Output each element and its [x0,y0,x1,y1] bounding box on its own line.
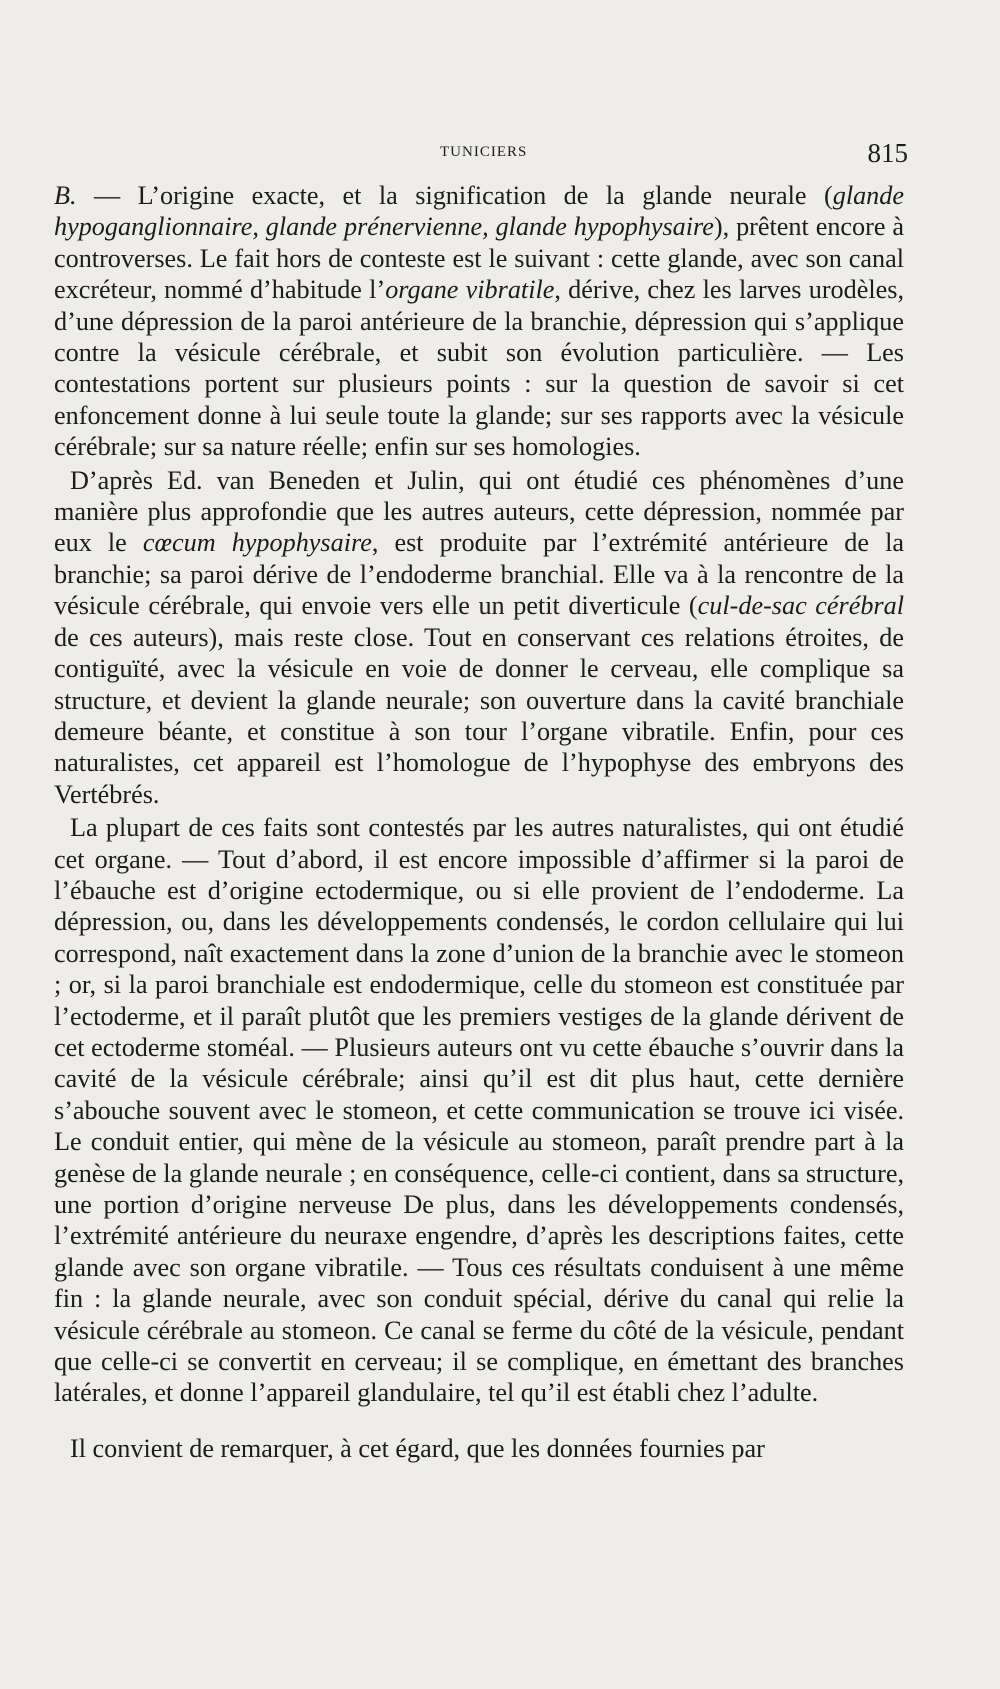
page-header [0,138,1000,168]
text-run: , dérive, chez les larves urodèles, d’une dépression de la paroi antérieure de la branchie, dépression qui s’applique contre la vésicule cérébrale, et subit son évolution particulière. — Les contestations portent sur plusieurs points : sur la question de savoir si cet enfoncement donne à lui seule toute la glande; sur ses rapports avec la vésicule cérébrale; sur sa nature réelle; enfin sur ses homologies. [54,275,904,462]
italic-text: cul-de-sac cérébral [697,591,904,621]
paragraph [54,465,904,810]
italic-text: B. [54,181,77,210]
paragraph [54,180,904,463]
italic-text: glande hypoganglionnaire, glande prénervienne, glande hypophysaire [54,181,904,242]
text-run: de ces auteurs), mais reste close. Tout en conservant ces relations étroites, de contiguïté, avec la vésicule en voie de donner le cerveau, elle complique sa structure, et devient la glande neurale; son ouverture dans la cavité branchiale demeure béante, et constitue à son tour l’organe vibratile. Enfin, pour ces naturalistes, cet appareil est l’homologue de l’hypophyse des embryons des Vertébrés. [54,622,904,809]
page-number: 815 [867,138,908,168]
text-run: ), prêtent encore à controverses. Le fait hors de conteste est le suivant : cette glande, avec son canal excréteur, nommé d’habitude l’ [54,212,905,305]
text-run: — L’origine exacte, et la signification de la glande neurale ( [76,181,833,210]
text-run: D’après Ed. van Beneden et Julin, qui ont étudié ces phénomènes d’une manière plus approfondie que les autres auteurs, cette dépression, nommée par eux le [54,465,904,558]
italic-text: organe vibratile [385,275,555,305]
text-run: Il convient de remarquer, à cet égard, que les données fournies par [70,1433,765,1463]
text-run: , est produite par l’extrémité antérieure de la branchie; sa paroi dérive de l’endoderme branchial. Elle va à la rencontre de la vésicule cérébrale, qui envoie vers elle un petit diverticule ( [54,528,905,621]
text-run: La plupart de ces faits sont contestés par les autres naturalistes, qui ont étudié cet organe. — Tout d’abord, il est encore impossible d’affirmer si la paroi de l’ébauche est d’origine ectodermique, ou si elle provient de l’endoderme. La dépression, ou, dans les développements condensés, le cordon cellulaire qui lui correspond, naît exactement dans la zone d’union de la branchie avec le stomeon ; or, si la paroi branchiale est endodermique, celle du stomeon est constituée par l’ectoderme, et il paraît plutôt que les premiers vestiges de la glande dérivent de cet ectoderme stoméal. — Plusieurs auteurs ont vu cette ébauche s’ouvrir dans la cavité de la vésicule cérébrale; ainsi qu’il est dit plus haut, cette dernière s’abouche souvent avec le stomeon, et cette communication se trouve ici visée. Le conduit entier, qui mène de la vésicule au stomeon, paraît prendre part à la genèse de la glande neurale ; en conséquence, celle-ci contient, dans sa structure, une portion d’origine nerveuse De plus, dans les développements condensés, l’extrémité antérieure du neuraxe engendre, d’après les descriptions faites, cette glande avec son organe vibratile. — Tous ces résultats conduisent à une même fin : la glande neurale, avec son conduit spécial, dérive du canal qui relie la vésicule cérébrale au stomeon. Ce canal se ferme du côté de la vésicule, pendant que celle-ci se convertit en cerveau; il se complique, en émettant des branches latérales, et donne l’appareil glandulaire, tel qu’il est établi chez l’adulte. [54,813,904,1408]
paragraph [54,812,904,1409]
paragraph [54,1433,904,1464]
body-text [54,180,904,1464]
italic-text: cœcum hypophysaire [142,528,372,558]
running-head: TUNICIERS [440,144,528,160]
